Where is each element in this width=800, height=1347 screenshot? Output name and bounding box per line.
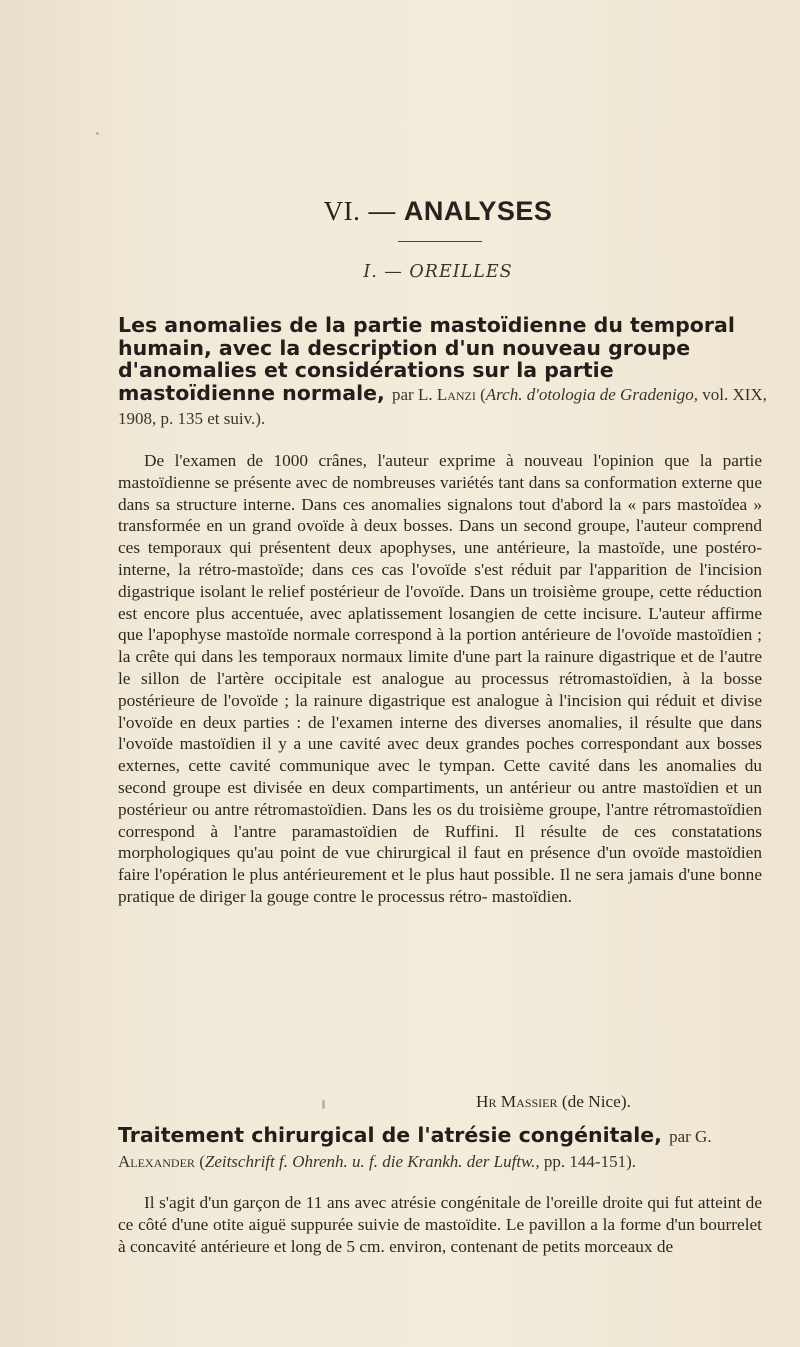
- article-1-title: [118, 314, 768, 431]
- article-2-journal: Zeitschrift f. Ohrenh. u. f. die Krankh. der Luftw.,: [204, 1151, 540, 1171]
- signature-place: (de Nice).: [561, 1092, 631, 1111]
- article-1-signature: [118, 1092, 762, 1111]
- article-2-body: [118, 1192, 762, 1257]
- paper-speck: [322, 1100, 325, 1109]
- article-1-body: [118, 450, 762, 908]
- article-2-source-open: (: [199, 1151, 205, 1171]
- article-2-title-text: Traitement chirurgical de l'atrésie congénitale,: [118, 1123, 662, 1147]
- article-1-journal: Arch. d'otologia de Gradenigo,: [485, 384, 698, 404]
- signature-block: [476, 1092, 631, 1112]
- subsection-heading: I. — OREILLES: [363, 262, 513, 282]
- article-2-par: par G.: [669, 1127, 712, 1146]
- section-number: VI.: [323, 196, 361, 226]
- article-1-author: Lanzi: [436, 384, 476, 404]
- article-2-source-rest: pp. 144-151).: [543, 1151, 636, 1171]
- paper-speck: [96, 132, 99, 135]
- article-2-paragraph: Il s'agit d'un garçon de 11 ans avec atrésie congénitale de l'oreille droite qui fut atteint de ce côté d'une otite aiguë suppurée suivie de mastoïdite. Le pavillon a la forme d'un bourrelet à concavité antérieure et long de 5 cm. environ, contenant de petits morceaux de: [118, 1193, 762, 1256]
- section-title-text: ANALYSES: [403, 196, 553, 226]
- article-1-paragraph: De l'examen de 1000 crânes, l'auteur exprime à nouveau l'opinion que la partie mastoïdienne se présente avec de nombreuses variétés tant dans sa conformation externe que dans sa structure interne. Dans ces anomalies signalons tout d'abord la « pars mastoïdea » transformée en un grand ovoïde à deux bosses. Dans un second groupe, l'auteur comprend ces temporaux qui présentent deux apophyses, une antérieure, la mastoïde, une postéro-interne, la rétro-mastoïde; dans ces cas l'ovoïde s'est réduit par l'apparition de l'incision digastrique isolant le relief postérieur de l'ovoïde. Dans un troisième groupe, cette réduction est encore plus accentuée, avec aplatissement losangien de cette incisure. L'auteur affirme que l'apophyse mastoïde normale correspond à la portion antérieure de l'ovoïde mastoïdien ; la crête qui dans les temporaux normaux limite d'une part la rainure digastrique et de l'autre le sillon de l'artère occipitale est analogue au processus rétromastoïdien, à la bosse postérieure de l'ovoïde ; la rainure digastrique est analogue à l'incision qui réduit et divise l'ovoïde en deux parties : de l'examen interne des diverses anomalies, il résulte que dans l'ovoïde mastoïdien il y a une cavité avec deux grandes poches correspondant aux bosses externes, cette cavité communique avec le tympan. Cette cavité dans les anomalies du second groupe est divisée en deux compartiments, un antérieur ou antre mastoïdien et un postérieur ou antre rétromastoïdien. Dans les os du troisième groupe, l'antre rétromastoïdien correspond à l'antre paramastoïdien de Ruffini. Il résulte de ces constatations morphologiques qu'au point de vue chirurgical il faut en présence d'un ovoïde mastoïdien faire l'opération le plus antérieurement et le plus haut possible. Il ne sera jamais d'une bonne pratique de diriger la gouge contre le processus rétro-: [118, 451, 762, 906]
- article-1-source-rest: vol. XIX, 1908, p. 135 et suiv.).: [118, 384, 767, 428]
- article-1-source-open: (: [480, 384, 486, 404]
- heading-rule: [398, 241, 482, 242]
- article-2-author: Alexander: [118, 1151, 195, 1171]
- signature-name: Hr Massier: [476, 1092, 558, 1111]
- article-2-title: [118, 1124, 768, 1173]
- article-1-par: par L.: [391, 384, 433, 404]
- article-1-title-text: Les anomalies de la partie mastoïdienne du temporal humain, avec la description d'un nouveau groupe d'anomalies et considérations sur la partie mastoïdienne normale,: [118, 313, 735, 405]
- section-dash: —: [368, 196, 396, 226]
- article-1-last-line: mastoïdien.: [491, 886, 572, 906]
- section-heading: [118, 196, 758, 227]
